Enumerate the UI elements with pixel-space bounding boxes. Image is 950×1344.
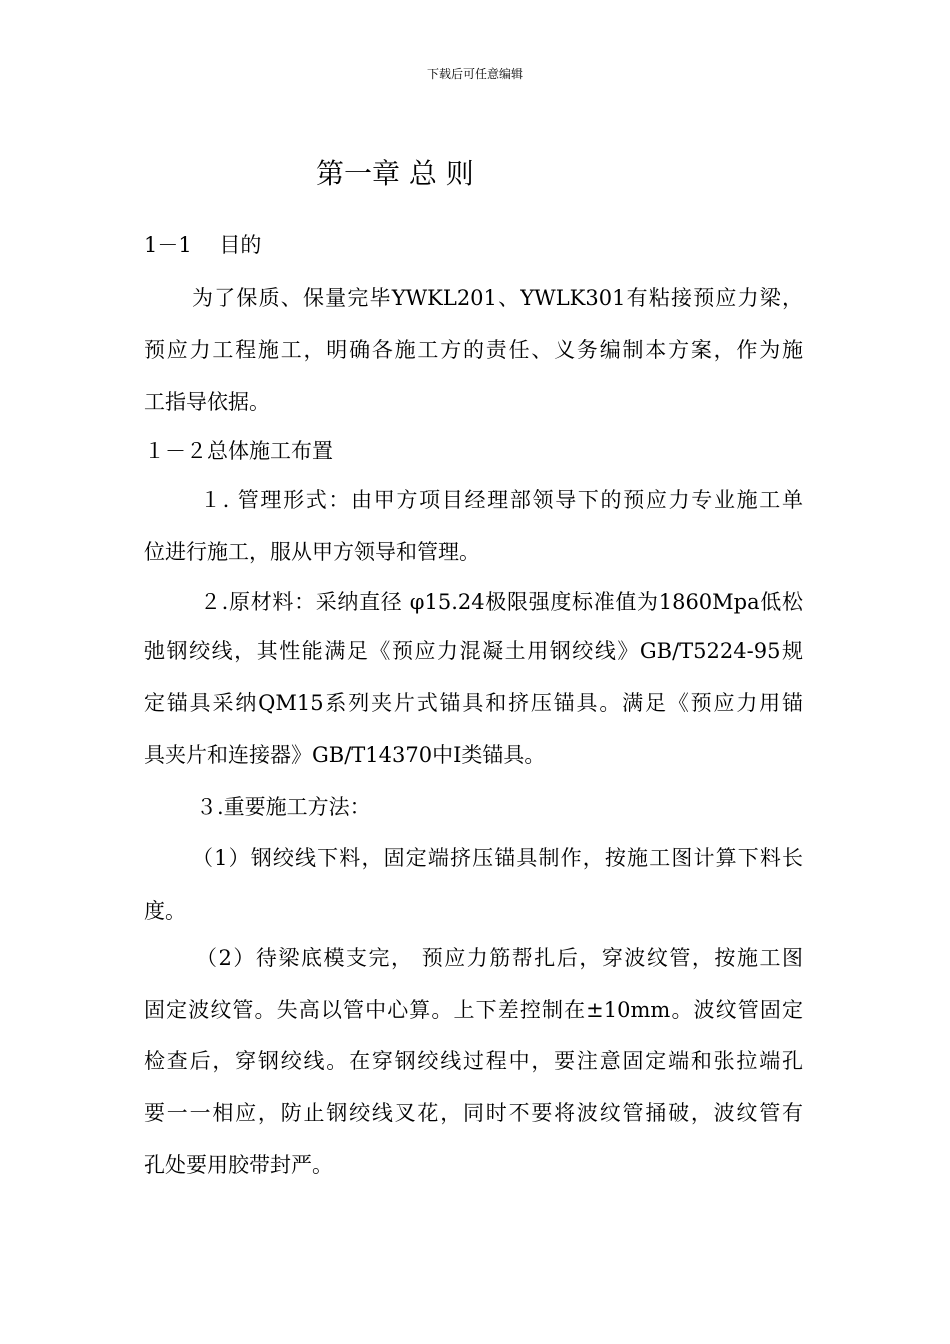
paragraph-line: ３.重要施工方法： bbox=[196, 795, 371, 819]
paragraph-line: １. 管理形式：由甲方项目经理部领导下的预应力专业施工单 bbox=[200, 488, 803, 512]
paragraph-line: 弛钢绞线，其性能满足《预应力混凝土用钢绞线》GB/T5224-95规 bbox=[144, 639, 803, 663]
paragraph-line: 具夹片和连接器》GB/T14370中Ⅰ类锚具。 bbox=[144, 743, 546, 767]
paragraph-line: 孔处要用胶带封严。 bbox=[144, 1153, 333, 1177]
paragraph-line: 为了保质、保量完毕YWKL201、YWLK301有粘接预应力梁， bbox=[192, 286, 803, 310]
chapter-title: 第一章 总 则 bbox=[316, 157, 474, 190]
page-header-note: 下载后可任意编辑 bbox=[426, 67, 523, 81]
paragraph-line: 预应力工程施工，明确各施工方的责任、义务编制本方案，作为施 bbox=[144, 338, 803, 362]
section-heading-1-1: 1－1 目的 bbox=[144, 233, 262, 257]
paragraph-line: 度。 bbox=[144, 899, 186, 923]
section-heading-1-2: １－２总体施工布置 bbox=[144, 439, 333, 463]
paragraph-line: 要一一相应，防止钢绞线叉花，同时不要将波纹管捅破，波纹管有 bbox=[144, 1101, 803, 1125]
paragraph-line: 位进行施工，服从甲方领导和管理。 bbox=[144, 540, 480, 564]
paragraph-line: 检查后，穿钢绞线。在穿钢绞线过程中，要注意固定端和张拉端孔 bbox=[144, 1049, 803, 1073]
paragraph-line: （2）待梁底模支完， 预应力筋帮扎后，穿波纹管，按施工图 bbox=[196, 946, 803, 970]
paragraph-line: 工指导依据。 bbox=[144, 390, 270, 414]
paragraph-line: （1）钢绞线下料，固定端挤压锚具制作，按施工图计算下料长 bbox=[192, 846, 803, 870]
paragraph-line: 固定波纹管。失高以管中心算。上下差控制在±10mm。波纹管固定 bbox=[144, 998, 803, 1022]
paragraph-line: 定锚具采纳QM15系列夹片式锚具和挤压锚具。满足《预应力用锚 bbox=[144, 691, 803, 715]
paragraph-line: ２.原材料：采纳直径 φ15.24极限强度标准值为1860Mpa低松 bbox=[200, 590, 803, 614]
